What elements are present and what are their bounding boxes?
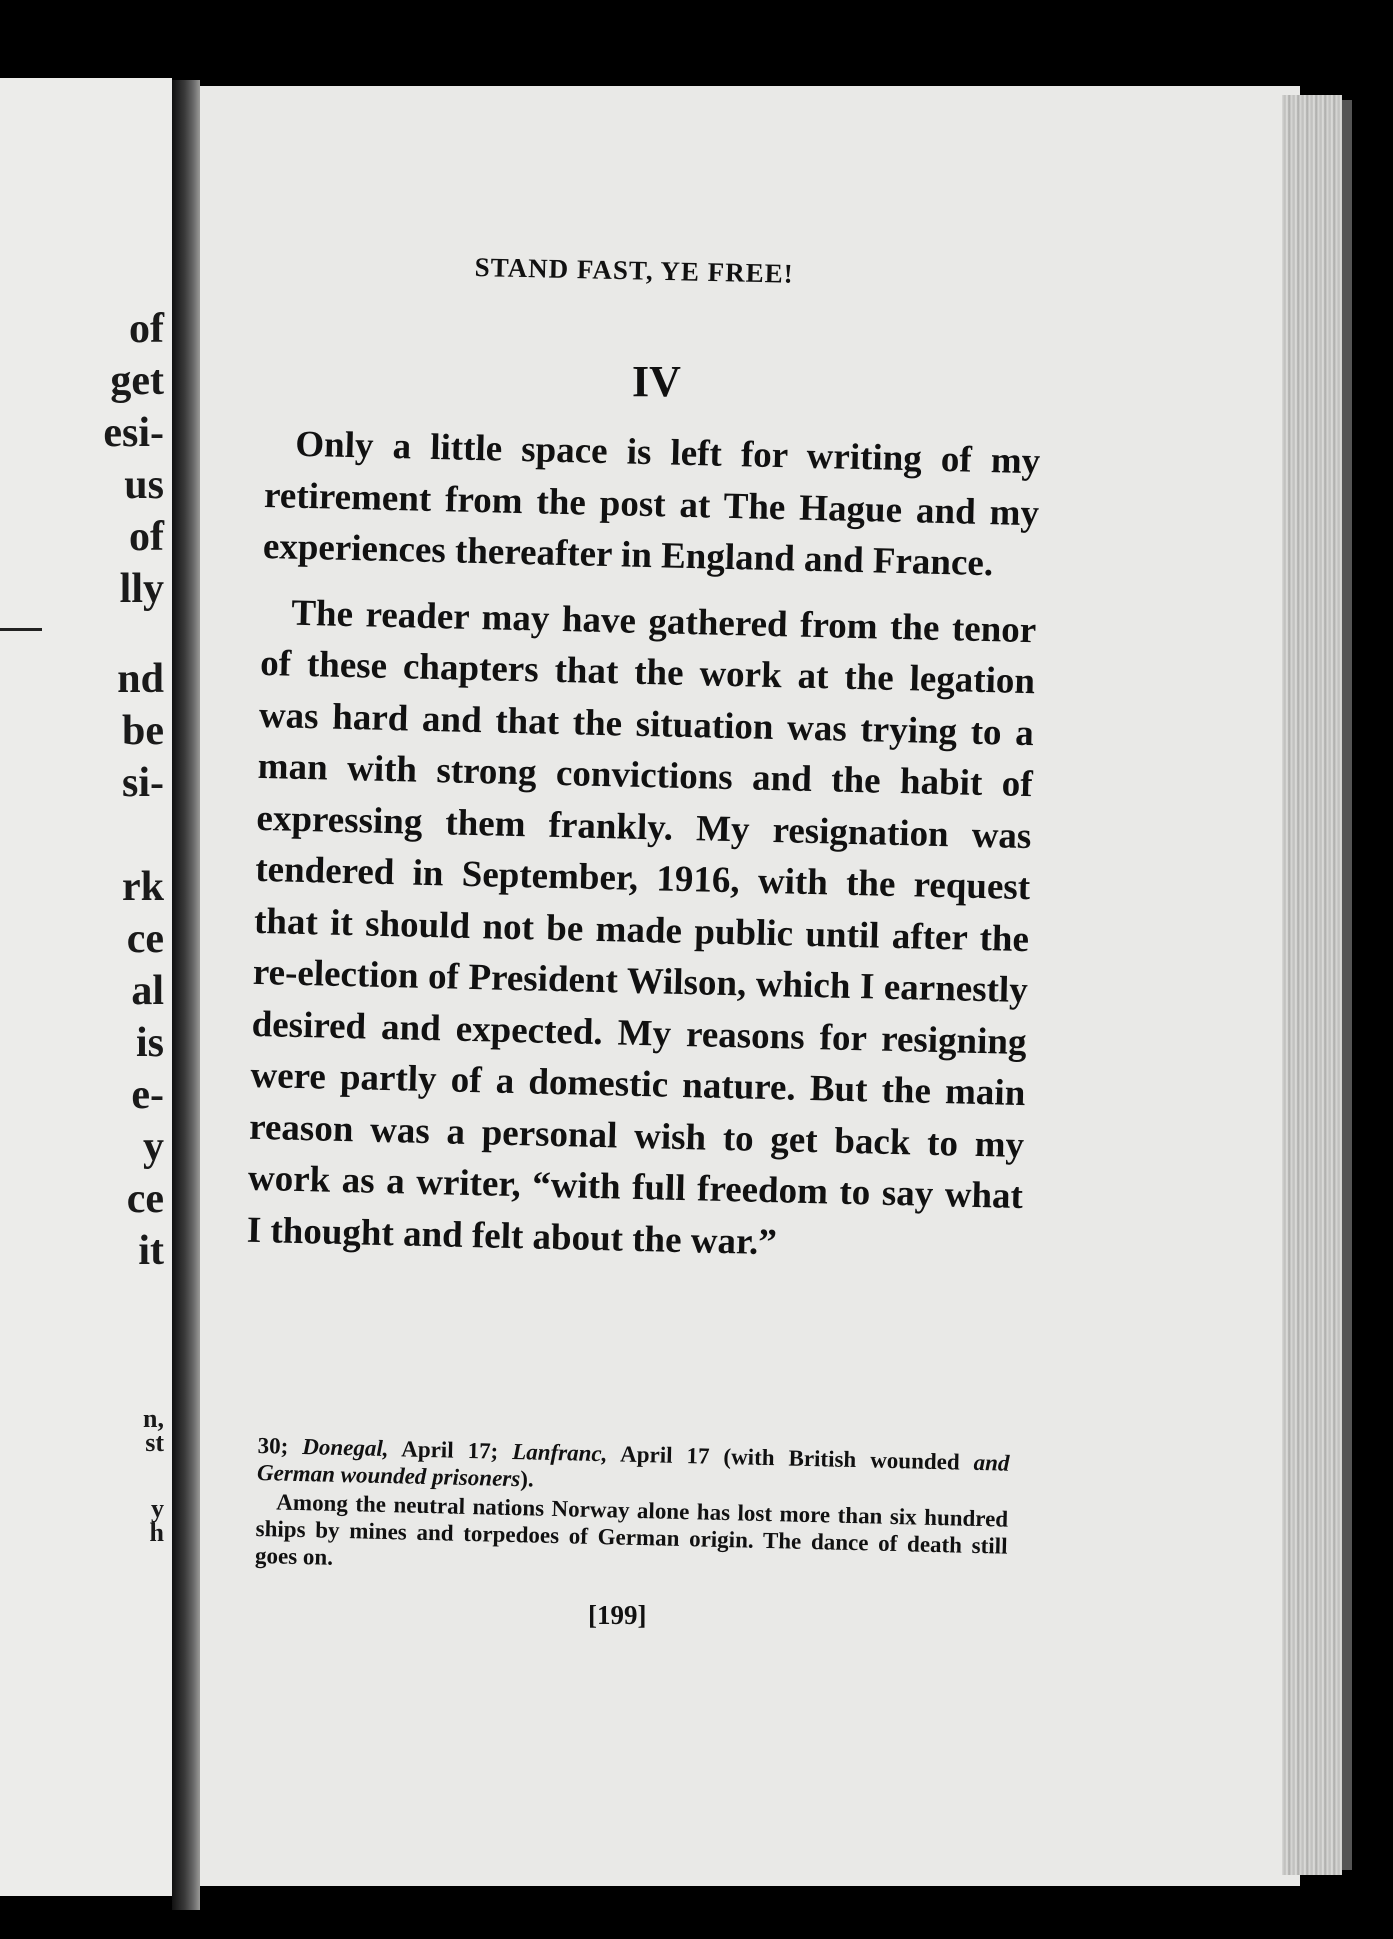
footnote: Among the neutral nations Norway alone has lost more than six hundred ships by mines and torpedoes of German origin. The dance of death still goes on. <box>254 1489 1009 1570</box>
body-text <box>246 418 1041 1274</box>
facing-page-fragment: al <box>131 968 164 1014</box>
facing-page-fragment: is <box>135 1020 164 1066</box>
paragraph: The reader may have gathered from the tenor of these chapters that the work at the legation was hard and that the situation was trying to a man with strong convictions and the habit of expressing them frankly. My resignation was tendered in September, 1916, with the request that it should not be made public until after the re-election of President Wilson, which I earnestly desired and expected. My reasons for resigning were partly of a domestic nature. But the main reason was a personal wish to get back to my work as a writer, “with full freedom to say what I thought and felt about the war.” <box>246 592 1037 1263</box>
facing-page-fragment: st <box>145 1428 164 1457</box>
book-cover-edge <box>1342 100 1352 1870</box>
facing-page-fragment: us <box>124 462 164 508</box>
footnotes <box>255 1432 1010 1587</box>
facing-page-fragment: nd <box>117 656 164 702</box>
facing-page-fragment: of <box>129 514 164 560</box>
footnote-text: 30; <box>257 1432 303 1460</box>
facing-page-fragment: it <box>138 1228 164 1274</box>
facing-page-fragment: ce <box>126 916 164 962</box>
page-edges <box>1282 95 1342 1875</box>
facing-page-rule <box>0 628 42 631</box>
facing-page-fragment: y <box>151 1494 164 1523</box>
running-head: STAND FAST, YE FREE! <box>474 252 794 289</box>
facing-page-fragment: rk <box>122 864 164 910</box>
facing-page-fragment: n, <box>143 1404 164 1433</box>
facing-page-fragment: esi- <box>103 410 164 456</box>
page-number: [199] <box>588 1600 647 1630</box>
footnote-italic: Lanfranc, <box>511 1438 608 1467</box>
facing-page <box>0 78 172 1896</box>
facing-page-fragment: get <box>110 358 164 404</box>
facing-page-fragment: si- <box>122 760 164 806</box>
facing-page-fragment: h <box>149 1518 164 1547</box>
footnote-italic: Donegal, <box>302 1434 389 1462</box>
book-gutter <box>172 80 200 1910</box>
facing-page-fragment: ce <box>126 1176 164 1222</box>
footnote-text: April 17 (with British wounded <box>607 1441 974 1475</box>
facing-page-fragment: y <box>143 1124 164 1170</box>
footnote-text: April 17; <box>388 1436 513 1464</box>
chapter-number: IV <box>632 357 681 406</box>
footnote-text: ). <box>519 1466 534 1492</box>
facing-page-fragment: lly <box>119 566 164 612</box>
footnote-italic: and German wounded prisoners <box>256 1449 1010 1492</box>
facing-page-fragment: e- <box>131 1072 164 1118</box>
facing-page-fragment: be <box>122 708 164 754</box>
paragraph: Only a little space is left for writing of my retirement from the post at The Hague and my experiences thereafter in England and France. <box>262 423 1041 585</box>
facing-page-fragment: of <box>129 306 164 352</box>
